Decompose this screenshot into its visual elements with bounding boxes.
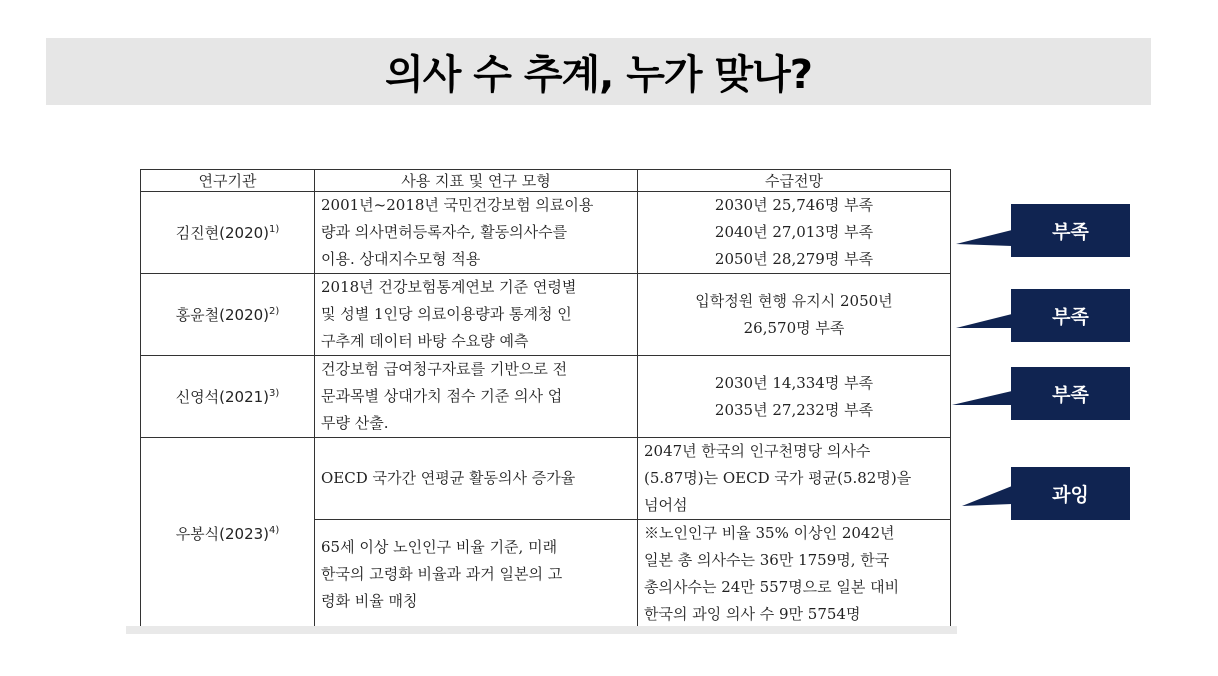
table-header-row xyxy=(141,170,951,192)
title-bar xyxy=(46,38,1151,105)
model-line: 2018년 건강보험통계연보 기준 연령별 xyxy=(321,278,577,296)
header-model: 사용 지표 및 연구 모형 xyxy=(315,170,638,192)
model-line: 및 성별 1인당 의료이용량과 통계청 인 xyxy=(321,305,572,323)
outlook-line: (5.87명)는 OECD 국가 평균(5.82명)을 xyxy=(644,469,912,487)
outlook-line: 2035년 27,232명 부족 xyxy=(714,400,874,419)
table-shadow xyxy=(126,626,957,634)
table-row xyxy=(141,192,951,274)
outlook-line: 총의사수는 24만 557명으로 일본 대비 xyxy=(644,578,900,596)
callout-pointer xyxy=(950,302,1012,342)
outlook-line: ※노인인구 비율 35% 이상인 2042년 xyxy=(644,524,895,542)
outlook-line: 넘어섬 xyxy=(644,496,688,514)
outlook-cell xyxy=(638,356,951,438)
institution-name: 김진현(2020) xyxy=(175,224,270,242)
outlook-line: 2050년 28,279명 부족 xyxy=(714,250,874,268)
callout-pointer xyxy=(950,480,1012,520)
footnote-mark: 3) xyxy=(269,388,280,399)
table-row xyxy=(141,438,951,520)
model-cell xyxy=(315,192,638,274)
model-line: 한국의 고령화 비율과 과거 일본의 고 xyxy=(321,564,563,583)
model-line: 건강보험 급여청구자료를 기반으로 전 xyxy=(321,360,568,378)
model-line: 이용. 상대지수모형 적용 xyxy=(321,250,481,268)
outlook-cell xyxy=(638,192,951,274)
model-line: 량과 의사면허등록자수, 활동의사수를 xyxy=(321,223,568,241)
model-cell xyxy=(315,438,638,520)
outlook-line: 2040년 27,013명 부족 xyxy=(714,223,874,241)
model-line: 구추계 데이터 바탕 수요량 예측 xyxy=(321,332,529,350)
outlook-cell xyxy=(638,274,951,356)
model-line: 령화 비율 매칭 xyxy=(321,591,418,610)
model-cell xyxy=(315,520,638,629)
footnote-mark: 2) xyxy=(269,306,280,317)
model-cell xyxy=(315,274,638,356)
model-line: 2001년~2018년 국민건강보험 의료이용 xyxy=(321,196,594,214)
callout-surplus: 과잉 xyxy=(1011,467,1130,520)
table-row xyxy=(141,356,951,438)
outlook-cell xyxy=(638,520,951,629)
outlook-cell xyxy=(638,438,951,520)
header-outlook: 수급전망 xyxy=(638,170,951,192)
model-line: 무량 산출. xyxy=(321,414,389,432)
callout-pointer xyxy=(950,216,1012,256)
footnote-mark: 1) xyxy=(269,224,280,235)
footnote-mark: 4) xyxy=(269,524,280,536)
header-institution: 연구기관 xyxy=(141,170,315,192)
institution-name: 우봉식(2023) xyxy=(175,524,270,543)
outlook-line: 한국의 과잉 의사 수 9만 5754명 xyxy=(644,605,861,623)
model-line: 문과목별 상대가치 점수 기준 의사 업 xyxy=(321,387,563,405)
outlook-line: 일본 총 의사수는 36만 1759명, 한국 xyxy=(644,551,890,569)
model-cell xyxy=(315,356,638,438)
page-title: 의사 수 추계, 누가 맞나? xyxy=(385,52,812,98)
estimate-table xyxy=(140,169,951,629)
outlook-line: 입학정원 현행 유지시 2050년 xyxy=(695,291,893,310)
callout-shortage: 부족 xyxy=(1011,367,1130,420)
callout-shortage: 부족 xyxy=(1011,289,1130,342)
callout-pointer xyxy=(950,381,1012,421)
model-line: 65세 이상 노인인구 비율 기준, 미래 xyxy=(321,537,558,556)
outlook-line: 26,570명 부족 xyxy=(743,318,845,337)
institution-cell xyxy=(141,274,315,356)
institution-cell xyxy=(141,192,315,274)
callout-shortage: 부족 xyxy=(1011,204,1130,257)
institution-cell xyxy=(141,438,315,629)
institution-cell xyxy=(141,356,315,438)
institution-name: 신영석(2021) xyxy=(175,388,270,406)
outlook-line: 2030년 14,334명 부족 xyxy=(714,373,874,392)
table-row xyxy=(141,274,951,356)
model-line: OECD 국가간 연평균 활동의사 증가율 xyxy=(321,469,576,487)
outlook-line: 2047년 한국의 인구천명당 의사수 xyxy=(644,442,871,460)
institution-name: 홍윤철(2020) xyxy=(175,306,270,324)
outlook-line: 2030년 25,746명 부족 xyxy=(714,196,874,214)
